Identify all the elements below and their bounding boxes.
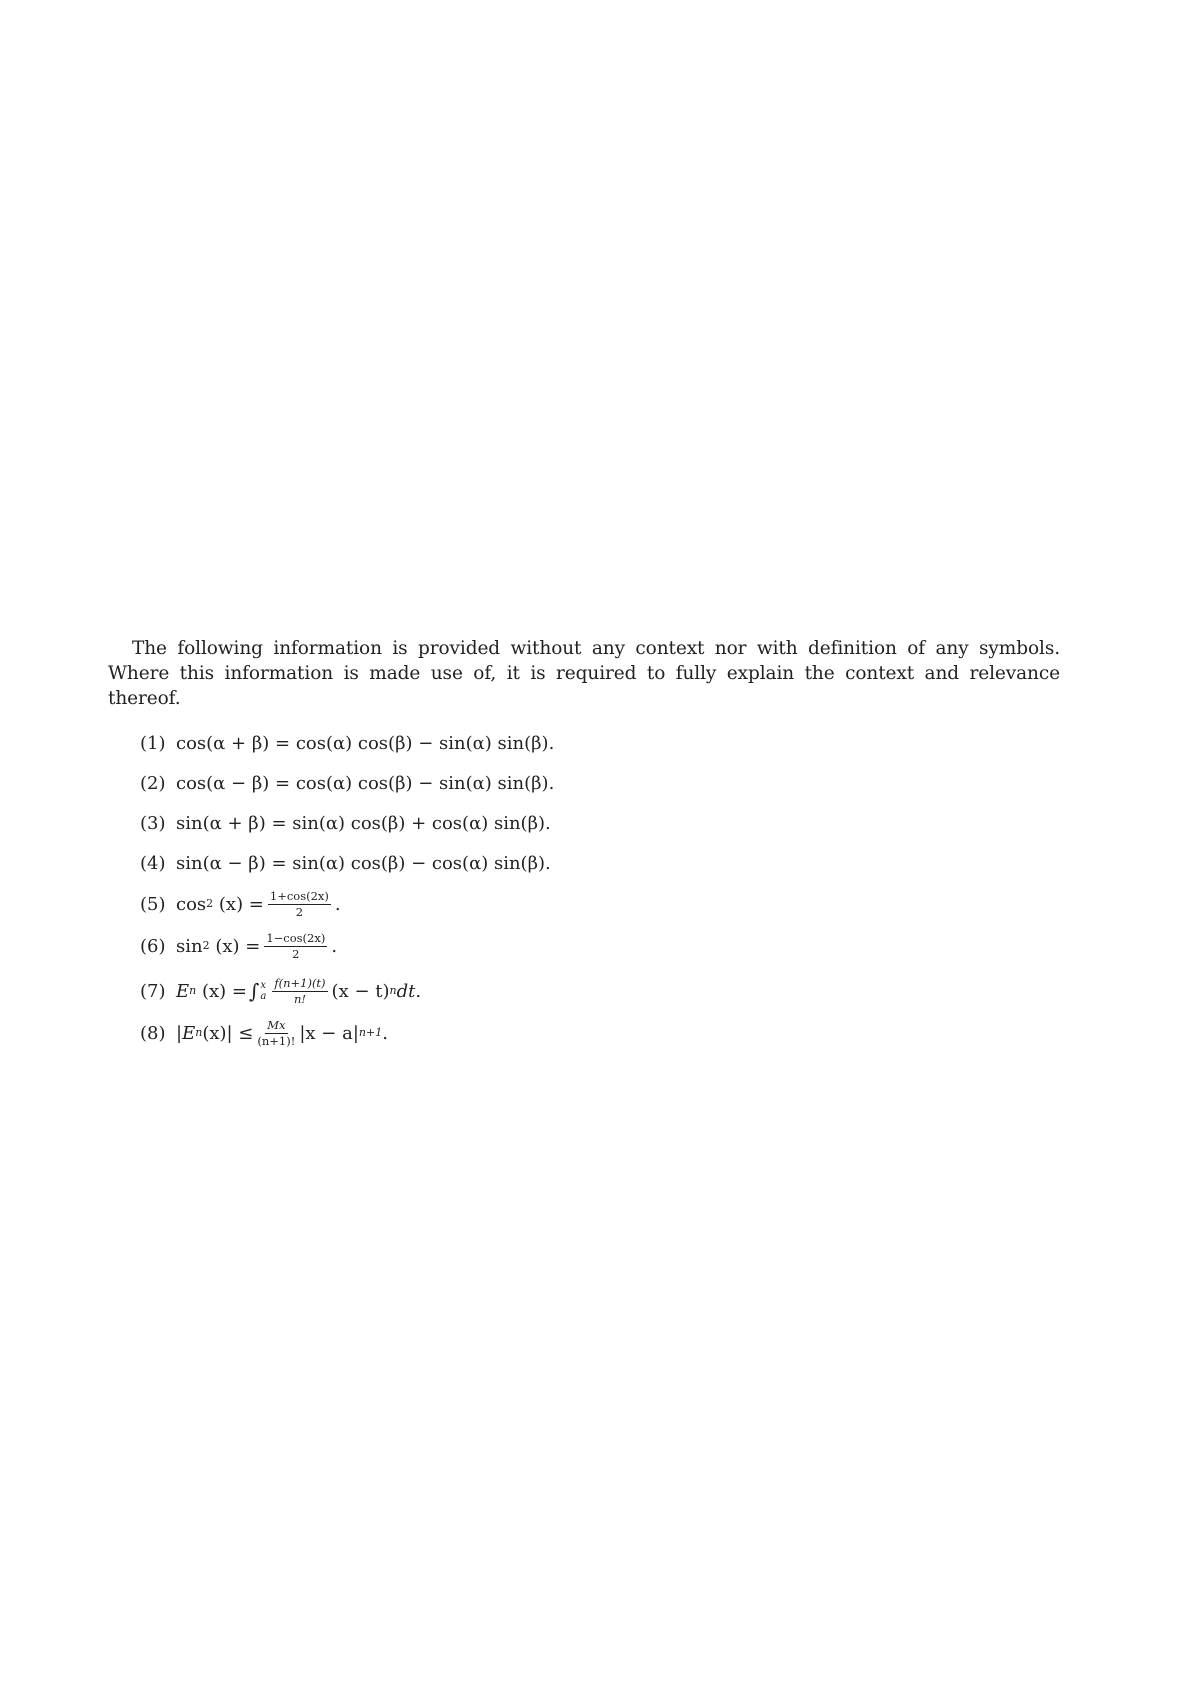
fraction xyxy=(257,1019,295,1048)
numerator: 1−cos(2x) xyxy=(266,930,326,945)
formula-3 xyxy=(140,808,551,838)
error-symbol: E xyxy=(176,980,190,1002)
integral-limits xyxy=(260,980,266,1002)
formula-number: (2) xyxy=(140,772,166,794)
formula-number: (7) xyxy=(140,980,166,1002)
formula-5 xyxy=(140,889,341,919)
absolute-difference: |x − a| xyxy=(299,1022,359,1044)
period: . xyxy=(334,893,341,915)
formula-number: (1) xyxy=(140,732,166,754)
formula-expression: sin(α − β) = sin(α) cos(β) − cos(α) sin(β). xyxy=(176,852,551,874)
formula-expression: cos(α + β) = cos(α) cos(β) − sin(α) sin(β). xyxy=(176,732,555,754)
formula-6 xyxy=(140,931,337,961)
formula-2 xyxy=(140,768,554,798)
argument: (x)| ≤ xyxy=(202,1022,254,1044)
integral-sign: ∫ xyxy=(248,979,260,1003)
formula-number: (3) xyxy=(140,812,166,834)
formula-number: (5) xyxy=(140,893,166,915)
upper-limit: x xyxy=(260,980,267,991)
fraction xyxy=(264,932,327,961)
intro-paragraph: The following information is provided without any context nor with definition of any symbols. Where this information is made use of, it is required to fully explain the context and relevance thereof. xyxy=(108,637,1060,709)
argument: (x) = xyxy=(218,893,264,915)
formula-number: (4) xyxy=(140,852,166,874)
formula-8 xyxy=(140,1018,388,1048)
fraction xyxy=(272,977,327,1006)
integral xyxy=(249,979,266,1003)
function-name: cos xyxy=(176,893,207,915)
formula-expression: E n (x) = ∫ x a $\frac{f(n+1)(t)}{n!}$ (x − t) n dt. xyxy=(176,975,422,1006)
numerator: Mx xyxy=(267,1017,286,1032)
formula-number: (6) xyxy=(140,935,166,957)
denominator: 2 xyxy=(295,904,304,919)
period: . xyxy=(382,1022,388,1044)
formula-number: (8) xyxy=(140,1022,166,1044)
formula-expression: sin(α + β) = sin(α) cos(β) + cos(α) sin(β). xyxy=(176,812,551,834)
numerator: f(n+1)(t) xyxy=(274,975,326,990)
remainder-term: (x − t) xyxy=(331,980,390,1002)
argument: (x) = xyxy=(201,980,247,1002)
period: . xyxy=(331,935,338,957)
formula-4 xyxy=(140,848,551,878)
formula-7 xyxy=(140,976,421,1006)
fraction xyxy=(268,890,331,919)
denominator: n! xyxy=(293,991,306,1006)
argument: (x) = xyxy=(215,935,261,957)
differential: dt. xyxy=(396,980,422,1002)
formula-1 xyxy=(140,728,554,758)
function-name: sin xyxy=(176,935,203,957)
formula-expression: cos(α − β) = cos(α) cos(β) − sin(α) sin(β). xyxy=(176,772,555,794)
error-symbol: |E xyxy=(176,1022,196,1044)
lower-limit: a xyxy=(260,991,267,1002)
denominator: 2 xyxy=(292,946,300,961)
formula-expression: sin 2 (x) = $\frac{1-\cos(2x)}{2}$ . xyxy=(176,930,338,961)
numerator: 1+cos(2x) xyxy=(269,888,329,903)
formula-expression: cos 2 (x) = $\frac{1+\cos(2x)}{2}$ . xyxy=(176,888,341,919)
denominator: (n+1)! xyxy=(257,1033,296,1048)
formula-expression: |E n (x)| ≤ $\frac{Mx}{(n+1)!}$ |x − a| n+1 . xyxy=(176,1017,388,1048)
